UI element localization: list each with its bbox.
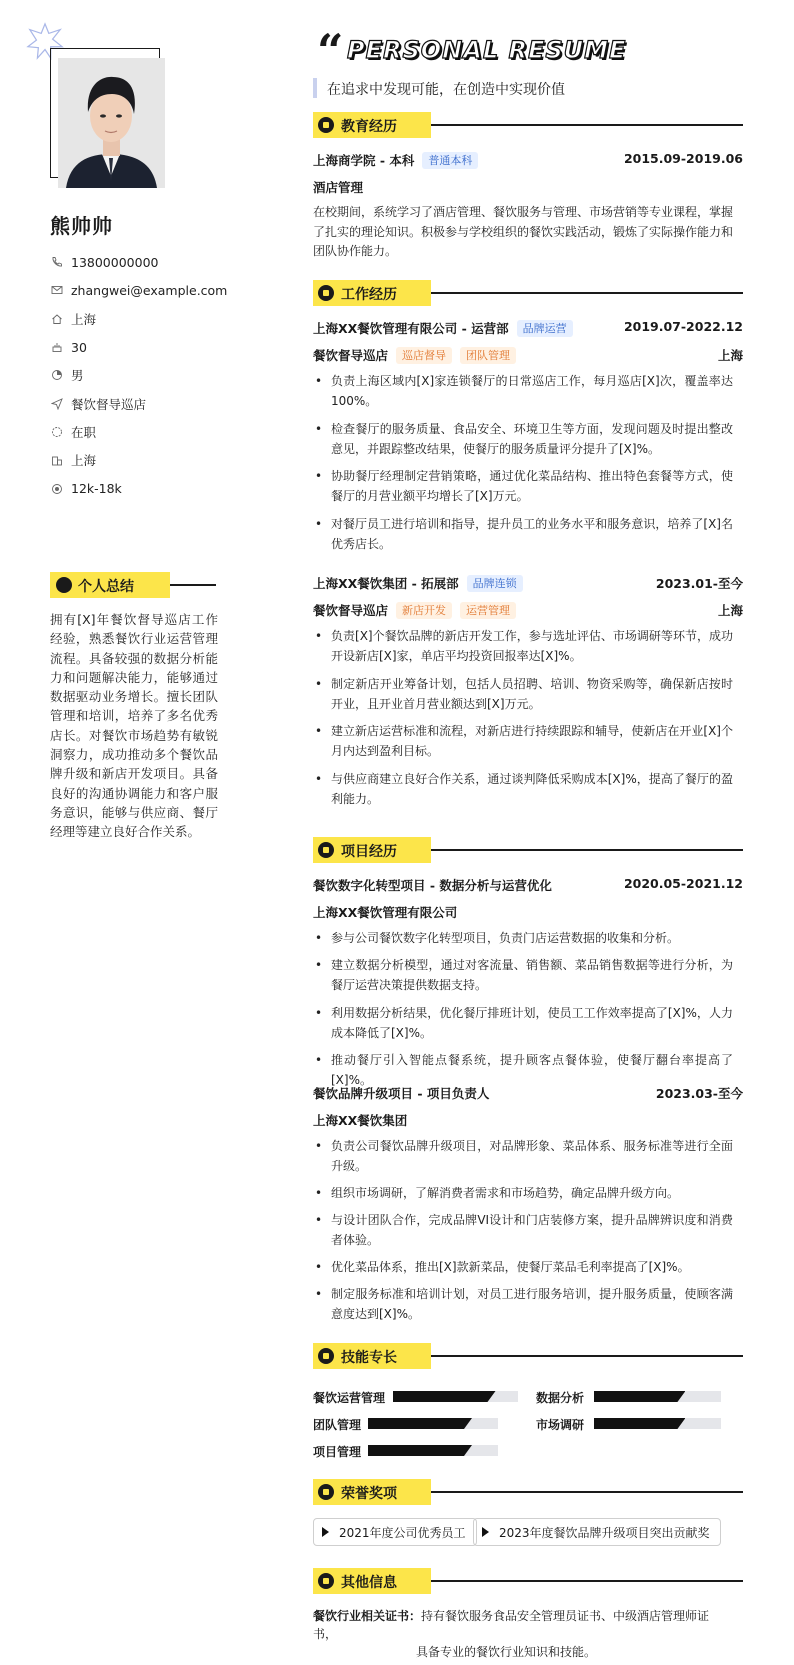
projects-heading — [313, 837, 743, 863]
salary-icon — [50, 482, 64, 496]
avatar — [58, 58, 165, 188]
project-date: 2020.05-2021.12 — [623, 876, 743, 891]
info-age — [50, 333, 240, 361]
skill-fill — [393, 1391, 496, 1402]
user-icon — [56, 577, 72, 593]
project-header-row — [313, 875, 743, 895]
project-bullet: • 与设计团队合作，完成品牌VI设计和门店装修方案，提升品牌辨识度和消费者体验。 — [313, 1211, 733, 1250]
job-skill-tag: 团队管理 — [460, 347, 516, 364]
other-line1: 持有餐饮服务食品安全管理员证书、中级酒店管理师证书， — [313, 1609, 710, 1641]
job-company: 上海XX餐饮管理有限公司 - 运营部 — [313, 321, 509, 336]
project-org-row — [313, 1110, 743, 1130]
play-icon — [322, 1527, 329, 1537]
job-bullet: • 负责[X]个餐饮品牌的新店开发工作，参与选址评估、市场调研等环节，成功开设新店[X]家，单店平均投资回报率达[X]%。 — [313, 627, 733, 666]
location-value: 上海 — [71, 311, 97, 327]
project-org-row — [313, 902, 743, 922]
education-heading-label: 教育经历 — [341, 119, 397, 135]
info-job-target — [50, 389, 240, 417]
job-skill-tag: 运营管理 — [460, 602, 516, 619]
summary-text: 拥有[X]年餐饮督导巡店工作经验，熟悉餐饮行业运营管理流程。具备较强的数据分析能力和问题解决能力，能够通过数据驱动业务增长。擅长团队管理和培训，培养了多名优秀店长。对餐饮市场趋势有敏锐洞察力，成功推动多个餐饮品牌升级和新店开发项目。具备良好的沟通协调能力和客户服务意识，能够与供应商、餐厅经理等建立良好合作关系。 — [50, 612, 218, 840]
project-bullet: • 建立数据分析模型，通过对客流量、销售额、菜品销售数据等进行分析，为餐厅运营决策提供数据支持。 — [313, 956, 733, 995]
skill-name: 市场调研 — [536, 1418, 585, 1432]
resume-title — [313, 24, 743, 78]
job-city: 上海 — [717, 603, 743, 618]
building-icon — [50, 453, 64, 467]
job-role-row — [313, 345, 743, 365]
profile-name: 熊帅帅 — [50, 214, 113, 238]
resume-title-text: PERSONAL RESUME — [347, 36, 627, 64]
project-bullet: • 利用数据分析结果，优化餐厅排班计划，使员工工作效率提高了[X]%，人力成本降低了[X]%。 — [313, 1004, 733, 1043]
job-role: 餐饮督导巡店 — [313, 348, 389, 363]
gender-value: 男 — [71, 368, 84, 384]
award-label: 2021年度公司优秀员工 — [339, 1525, 466, 1540]
skill-fill — [594, 1391, 685, 1402]
summary-heading — [50, 572, 216, 598]
skill-track — [368, 1445, 498, 1456]
skill-track — [368, 1418, 498, 1429]
education-tag: 普通本科 — [422, 152, 478, 169]
graduation-cap-icon — [318, 117, 334, 133]
quote-icon: “ — [317, 24, 344, 78]
skills-heading — [313, 1343, 743, 1369]
trophy-icon — [318, 1484, 334, 1500]
skill-item — [536, 1416, 738, 1430]
award-item — [473, 1518, 721, 1546]
other-line2: 具备专业的餐饮行业知识和技能。 — [416, 1645, 597, 1659]
skill-item — [313, 1416, 498, 1430]
cake-icon — [50, 340, 64, 354]
skill-track — [393, 1391, 518, 1402]
briefcase-icon — [318, 285, 334, 301]
info-salary — [50, 474, 240, 502]
job-bullet: • 与供应商建立良好合作关系，通过谈判降低采购成本[X]%，提高了餐厅的盈利能力。 — [313, 770, 733, 809]
chart-icon — [318, 1348, 334, 1364]
project-bullet: • 制定服务标准和培训计划，对员工进行服务培训，提升服务质量，使顾客满意度达到[X]%。 — [313, 1285, 733, 1324]
job-role: 餐饮督导巡店 — [313, 603, 389, 618]
info-phone — [50, 248, 240, 276]
job-company: 上海XX餐饮集团 - 拓展部 — [313, 576, 459, 591]
work-heading — [313, 280, 743, 306]
info-location — [50, 305, 240, 333]
project-org: 上海XX餐饮管理有限公司 — [313, 905, 458, 920]
awards-heading — [313, 1479, 743, 1505]
salary-value: 12k-18k — [71, 481, 122, 497]
job-tag: 品牌运营 — [517, 320, 573, 337]
project-title: 餐饮品牌升级项目 - 项目负责人 — [313, 1086, 490, 1101]
send-icon — [50, 397, 64, 411]
email-value: zhangwei@example.com — [71, 282, 228, 298]
info-target-city — [50, 446, 240, 474]
job-bullet: • 协助餐厅经理制定营销策略，通过优化菜品结构、推出特色套餐等方式，使餐厅的月营业额平均增长了[X]万元。 — [313, 467, 733, 506]
job-bullet: • 对餐厅员工进行培训和指导，提升员工的业务水平和服务意识，培养了[X]名优秀店长。 — [313, 515, 733, 554]
project-bullet: • 参与公司餐饮数字化转型项目，负责门店运营数据的收集和分析。 — [313, 929, 733, 949]
job-bullet: • 负责上海区域内[X]家连锁餐厅的日常巡店工作，每月巡店[X]次，覆盖率达100%。 — [313, 372, 733, 411]
project-org: 上海XX餐饮集团 — [313, 1113, 408, 1128]
skill-name: 项目管理 — [313, 1445, 362, 1459]
education-desc: 在校期间，系统学习了酒店管理、餐饮服务与管理、市场营销等专业课程，掌握了扎实的理论知识。积极参与学校组织的餐饮实践活动，锻炼了实际操作能力和团队协作能力。 — [313, 205, 734, 258]
info-icon — [318, 1573, 334, 1589]
education-major: 酒店管理 — [313, 180, 364, 195]
age-value: 30 — [71, 339, 87, 355]
job-role-row — [313, 600, 743, 620]
status-value: 在职 — [71, 424, 97, 440]
job-bullet: • 建立新店运营标准和流程，对新店进行持续跟踪和辅导，使新店在开业[X]个月内达到盈利目标。 — [313, 722, 733, 761]
gender-icon — [50, 368, 64, 382]
other-key: 餐饮行业相关证书： — [313, 1609, 422, 1623]
job-bullet: • 检查餐厅的服务质量、食品安全、环境卫生等方面，发现问题及时提出整改意见，并跟踪整改结果，使餐厅的服务质量评分提升了[X]%。 — [313, 420, 733, 459]
project-title: 餐饮数字化转型项目 - 数据分析与运营优化 — [313, 878, 552, 893]
contact-info-list — [50, 248, 240, 503]
award-item — [313, 1518, 477, 1546]
play-icon — [482, 1527, 489, 1537]
project-bullet: • 推动餐厅引入智能点餐系统，提升顾客点餐体验，使餐厅翻台率提高了[X]%。 — [313, 1051, 733, 1090]
job-skill-tag: 巡店督导 — [396, 347, 452, 364]
education-major-row — [313, 177, 743, 197]
other-heading — [313, 1568, 743, 1594]
projects-heading-label: 项目经历 — [341, 844, 397, 860]
project-bullet: • 组织市场调研，了解消费者需求和市场趋势，确定品牌升级方向。 — [313, 1184, 733, 1204]
skill-name: 餐饮运营管理 — [313, 1391, 386, 1405]
education-heading — [313, 112, 743, 138]
awards-heading-label: 荣誉奖项 — [341, 1486, 397, 1502]
skill-name: 数据分析 — [536, 1391, 585, 1405]
job-target-value: 餐饮督导巡店 — [71, 396, 147, 412]
other-info — [313, 1607, 733, 1661]
award-label: 2023年度餐饮品牌升级项目突出贡献奖 — [499, 1525, 710, 1540]
project-header-row — [313, 1083, 743, 1103]
skill-item — [536, 1389, 738, 1403]
job-tag: 品牌连锁 — [467, 575, 523, 592]
project-bullet: • 负责公司餐饮品牌升级项目，对品牌形象、菜品体系、服务标准等进行全面升级。 — [313, 1137, 733, 1176]
skill-item — [313, 1389, 518, 1403]
phone-icon — [50, 255, 64, 269]
skill-fill — [368, 1418, 472, 1429]
info-gender — [50, 361, 240, 389]
home-icon — [50, 312, 64, 326]
skill-fill — [368, 1445, 472, 1456]
project-bullet: • 优化菜品体系，推出[X]款新菜品，使餐厅菜品毛利率提高了[X]%。 — [313, 1258, 733, 1278]
skills-heading-label: 技能专长 — [341, 1350, 397, 1366]
education-school: 上海商学院 - 本科 — [313, 153, 415, 168]
skill-track — [594, 1391, 721, 1402]
education-date: 2015.09-2019.06 — [623, 151, 743, 166]
job-date: 2023.01-至今 — [655, 576, 743, 591]
other-heading-label: 其他信息 — [341, 1575, 397, 1591]
skill-track — [594, 1418, 721, 1429]
skill-item — [313, 1443, 498, 1457]
education-row — [313, 150, 743, 170]
job-city: 上海 — [717, 348, 743, 363]
job-header-row — [313, 318, 743, 338]
grid-icon — [318, 842, 334, 858]
status-icon — [50, 425, 64, 439]
job-date: 2019.07-2022.12 — [623, 319, 743, 334]
info-email — [50, 276, 240, 304]
resume-subtitle-text: 在追求中发现可能，在创造中实现价值 — [327, 82, 565, 98]
skill-name: 团队管理 — [313, 1418, 362, 1432]
info-status — [50, 418, 240, 446]
job-header-row — [313, 573, 743, 593]
summary-heading-label: 个人总结 — [78, 579, 134, 595]
sidebar — [0, 0, 240, 1665]
target-city-value: 上海 — [71, 453, 97, 469]
mail-icon — [50, 283, 64, 297]
work-heading-label: 工作经历 — [341, 287, 397, 303]
project-date: 2023.03-至今 — [655, 1086, 743, 1101]
job-skill-tag: 新店开发 — [396, 602, 452, 619]
phone-value: 13800000000 — [71, 254, 159, 270]
job-bullet: • 制定新店开业筹备计划，包括人员招聘、培训、物资采购等，确保新店按时开业，且开业首月营业额达到[X]万元。 — [313, 675, 733, 714]
skill-fill — [594, 1418, 685, 1429]
